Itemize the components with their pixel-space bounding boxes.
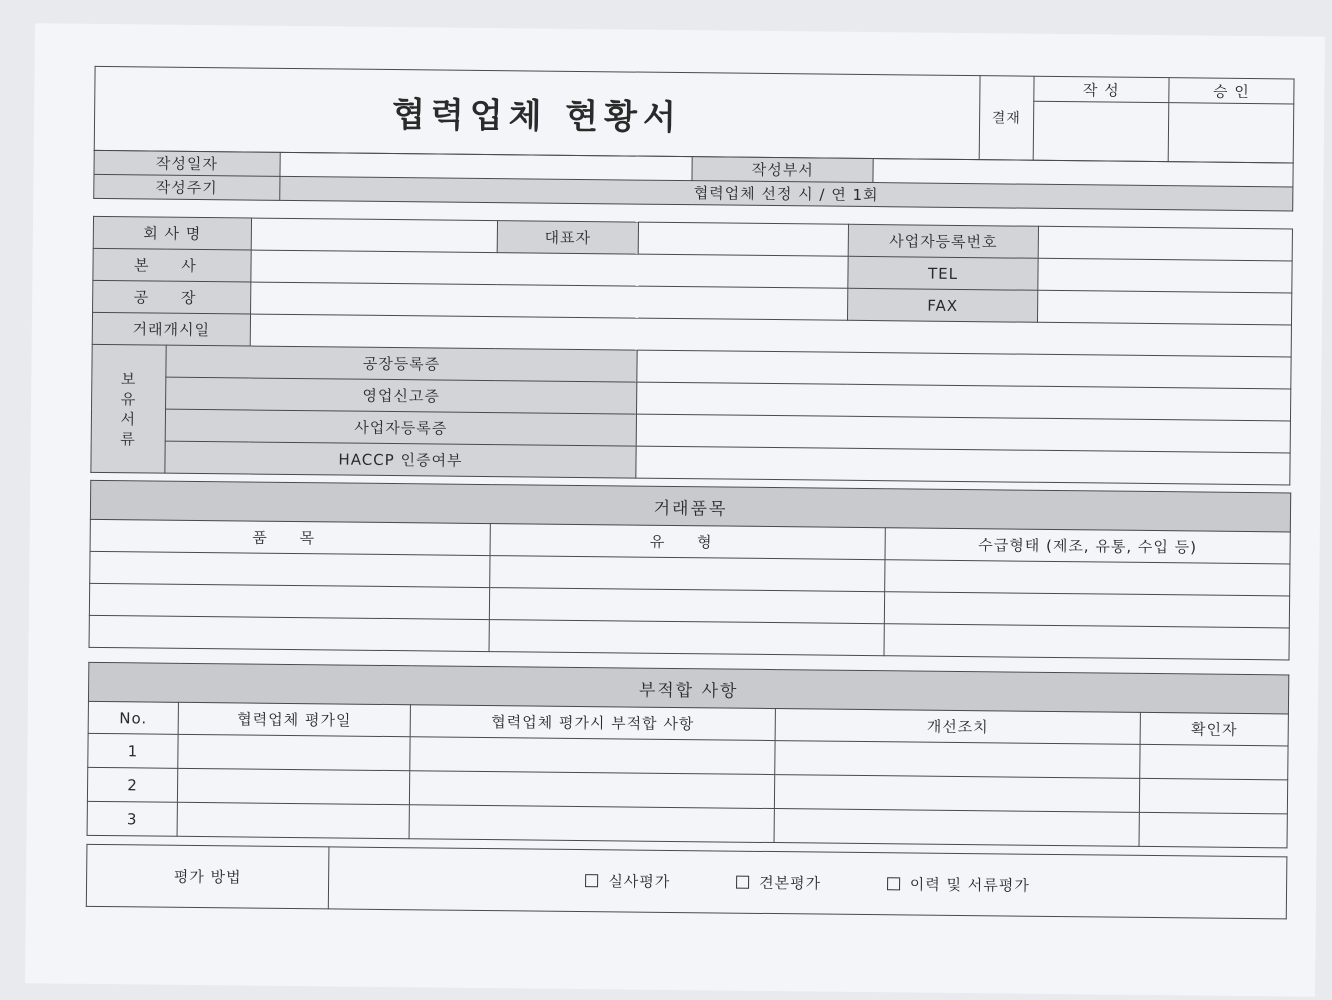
option-sample-label: 견본평가 [759, 873, 822, 893]
factory-label: 공 장 [93, 280, 251, 314]
table-cell[interactable] [489, 620, 884, 656]
nc-header-action: 개선조치 [775, 709, 1140, 745]
company-name-label: 회 사 명 [93, 216, 251, 250]
nonconformity-section-title: 부적합 사항 [88, 662, 1288, 714]
ceo-label: 대표자 [497, 221, 639, 254]
nc-row-number: 1 [88, 733, 178, 768]
table-cell[interactable] [490, 556, 885, 592]
start-date-label: 거래개시일 [92, 312, 250, 346]
document-title: 협력업체 현황서 [94, 66, 980, 159]
table-cell[interactable] [89, 583, 489, 619]
products-header-type: 유 형 [490, 524, 885, 560]
table-cell[interactable] [774, 809, 1139, 847]
fax-field[interactable] [1037, 290, 1291, 325]
company-name-field[interactable] [251, 218, 497, 253]
option-onsite-label: 실사평가 [608, 872, 671, 891]
checkbox-icon[interactable] [736, 876, 749, 889]
table-cell[interactable] [90, 551, 490, 587]
option-sample[interactable] [736, 874, 821, 893]
evaluation-options [328, 847, 1287, 919]
table-cell[interactable] [1139, 778, 1287, 814]
table-cell[interactable] [1140, 744, 1288, 780]
fax-label: FAX [848, 288, 1038, 322]
nonconformity-block [87, 662, 1289, 849]
table-cell[interactable] [489, 588, 884, 624]
form-sheet [25, 23, 1325, 996]
nc-row-number: 3 [87, 801, 177, 836]
products-header-supply: 수급형태 (제조, 유통, 수입 등) [885, 528, 1290, 564]
table-cell[interactable] [177, 768, 409, 804]
option-onsite[interactable] [585, 872, 670, 891]
table-cell[interactable] [775, 741, 1140, 779]
date-label: 작성일자 [94, 150, 280, 176]
doc-item: 영업신고증 [165, 377, 637, 414]
dept-label: 작성부서 [692, 157, 873, 183]
nc-header-issue: 협력업체 평가시 부적합 사항 [410, 705, 775, 741]
company-block [90, 216, 1293, 486]
nc-header-no: No. [88, 701, 178, 734]
nc-header-date: 협력업체 평가일 [178, 702, 410, 736]
table-cell[interactable] [774, 775, 1139, 813]
table-cell[interactable] [177, 802, 409, 838]
option-history-label: 이력 및 서류평가 [909, 875, 1030, 895]
evaluation-label: 평가 방법 [86, 844, 329, 909]
products-block [89, 480, 1291, 661]
nc-header-checker: 확인자 [1140, 712, 1288, 746]
author-signature-box[interactable] [1033, 101, 1169, 161]
table-cell[interactable] [178, 734, 410, 770]
option-history[interactable] [887, 875, 1030, 894]
table-cell[interactable] [1139, 812, 1287, 848]
ceo-field[interactable] [638, 222, 848, 256]
cycle-value: 협력업체 선정 시 / 연 1회 [279, 176, 1292, 211]
table-cell[interactable] [884, 592, 1289, 628]
table-cell[interactable] [409, 805, 774, 843]
products-section-title: 거래품목 [90, 480, 1290, 532]
doc-field[interactable] [636, 446, 1290, 485]
approver-signature-box[interactable] [1168, 103, 1294, 163]
header-block [94, 66, 1295, 164]
cycle-label: 작성주기 [94, 174, 280, 200]
documents-label-text: 보유서류 [120, 369, 137, 448]
approval-col-approver: 승 인 [1169, 78, 1294, 104]
evaluation-block [86, 844, 1287, 920]
hq-label: 본 사 [93, 248, 251, 282]
biz-no-field[interactable] [1038, 226, 1292, 261]
table-cell[interactable] [885, 560, 1290, 596]
approval-col-author: 작 성 [1034, 76, 1170, 102]
doc-item: HACCP 인증여부 [165, 441, 637, 478]
tel-label: TEL [848, 256, 1038, 290]
products-header-item: 품 목 [90, 519, 490, 555]
table-cell[interactable] [884, 624, 1289, 660]
doc-item: 공장등록증 [166, 345, 638, 382]
doc-item: 사업자등록증 [165, 409, 637, 446]
biz-no-label: 사업자등록번호 [848, 224, 1038, 258]
table-cell[interactable] [409, 771, 774, 809]
checkbox-icon[interactable] [887, 877, 900, 890]
approval-label: 결재 [979, 76, 1034, 161]
nc-row-number: 2 [87, 767, 177, 802]
table-cell[interactable] [89, 615, 489, 651]
table-cell[interactable] [410, 737, 775, 775]
checkbox-icon[interactable] [585, 874, 598, 887]
documents-label [91, 344, 166, 473]
tel-field[interactable] [1038, 258, 1292, 293]
